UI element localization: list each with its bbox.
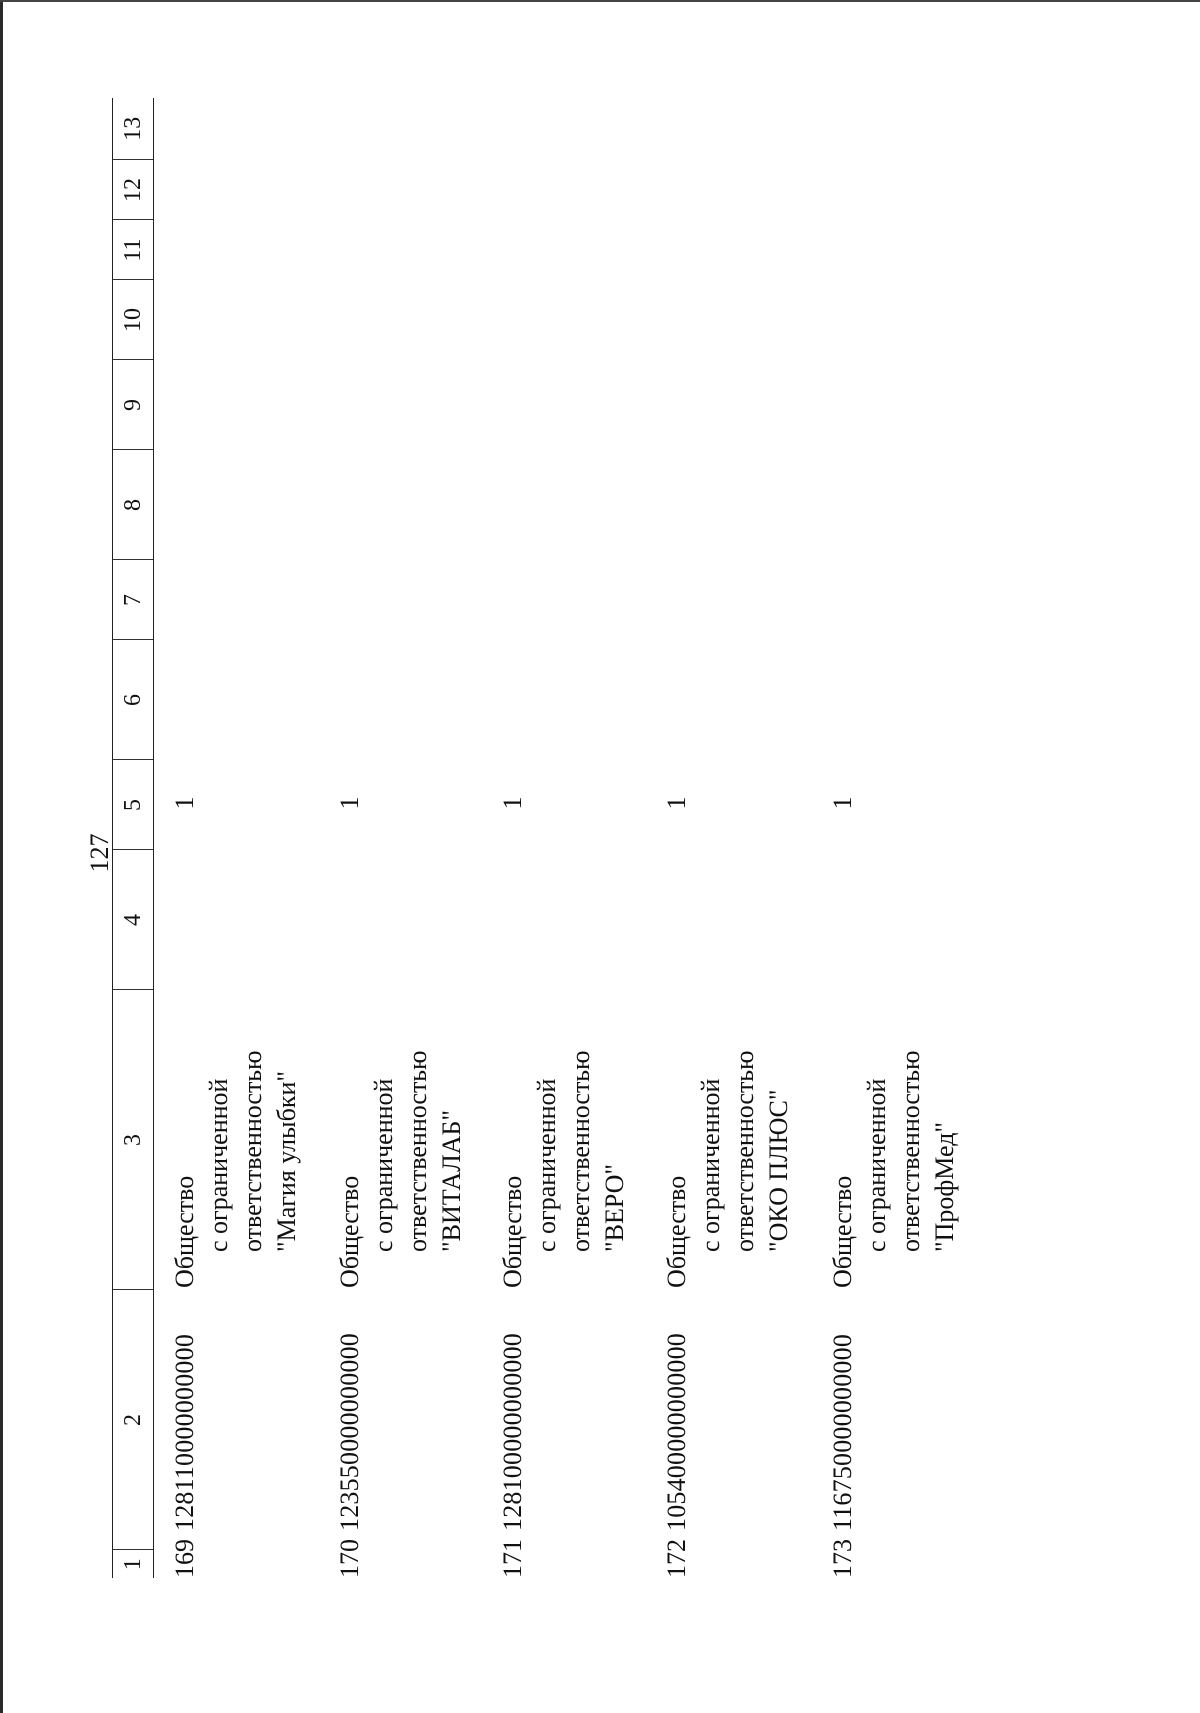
column-header: 13 (113, 98, 154, 160)
column-header: 3 (113, 990, 154, 1290)
row-code: 105400000000000 (662, 1333, 691, 1531)
name-line: Общество (335, 1175, 364, 1288)
name-line: с ограниченной (696, 1078, 725, 1252)
organization-name (168, 988, 304, 1288)
row-code: 116750000000000 (828, 1333, 857, 1531)
name-line: "ВИТАЛАБ" (437, 1109, 466, 1252)
column-header: 6 (113, 640, 154, 760)
row-quantity: 1 (498, 796, 527, 810)
column-header: 4 (113, 850, 154, 990)
column-header-table (112, 98, 154, 1578)
name-line: с ограниченной (204, 1078, 233, 1252)
row-number: 169 (170, 1539, 199, 1578)
row-quantity: 1 (662, 796, 691, 810)
column-header: 12 (113, 160, 154, 220)
row-quantity: 1 (828, 796, 857, 810)
table-row (496, 0, 661, 1713)
name-line: "Магия улыбки" (272, 1071, 301, 1252)
row-code: 128110000000000 (170, 1333, 199, 1531)
table-row (826, 0, 991, 1713)
column-header: 7 (113, 560, 154, 640)
row-code: 123550000000000 (335, 1333, 364, 1531)
organization-name (660, 988, 796, 1288)
column-header-row (113, 98, 154, 1578)
column-header: 10 (113, 280, 154, 360)
organization-name (333, 988, 469, 1288)
name-line: ответственностью (730, 1050, 759, 1252)
name-line: ответственностью (566, 1050, 595, 1252)
name-line: ответственностью (896, 1050, 925, 1252)
row-number: 170 (335, 1539, 364, 1578)
name-line: "ПрофМед" (930, 1121, 959, 1252)
name-line: Общество (498, 1175, 527, 1288)
row-quantity: 1 (335, 796, 364, 810)
column-header: 5 (113, 760, 154, 850)
row-code: 128100000000000 (498, 1333, 527, 1531)
name-line: Общество (828, 1175, 857, 1288)
row-quantity: 1 (170, 796, 199, 810)
row-number: 171 (498, 1539, 527, 1578)
column-header: 11 (113, 220, 154, 280)
table-row (660, 0, 825, 1713)
table-row (333, 0, 498, 1713)
name-line: с ограниченной (532, 1078, 561, 1252)
name-line: Общество (662, 1175, 691, 1288)
organization-name (826, 988, 962, 1288)
name-line: "ВЕРО" (600, 1163, 629, 1252)
table-row (168, 0, 333, 1713)
name-line: с ограниченной (369, 1078, 398, 1252)
row-number: 172 (662, 1539, 691, 1578)
column-header: 9 (113, 360, 154, 450)
column-header: 1 (113, 1550, 154, 1578)
name-line: ответственностью (238, 1050, 267, 1252)
name-line: ответственностью (403, 1050, 432, 1252)
name-line: Общество (170, 1175, 199, 1288)
page-number: 127 (85, 833, 114, 873)
name-line: с ограниченной (862, 1078, 891, 1252)
column-header: 2 (113, 1290, 154, 1550)
name-line: "ОКО ПЛЮС" (764, 1089, 793, 1252)
organization-name (496, 988, 632, 1288)
column-header: 8 (113, 450, 154, 560)
row-number: 173 (828, 1539, 857, 1578)
